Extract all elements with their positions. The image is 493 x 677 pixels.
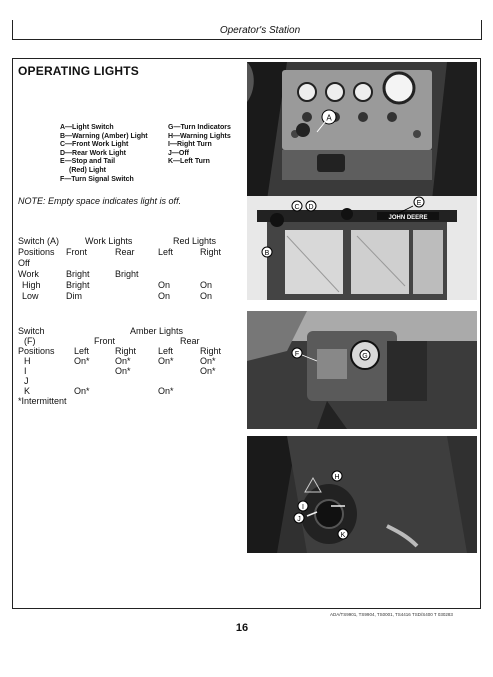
instrument-panel-illustration xyxy=(247,62,477,200)
callout-j: J xyxy=(297,516,301,523)
table-row-pos: H xyxy=(24,356,31,366)
callout-c: C xyxy=(294,204,300,211)
legend-item: B—Warning (Amber) Light xyxy=(60,132,148,140)
table-group-head: Front xyxy=(94,336,116,346)
table-cell: On xyxy=(158,280,171,290)
table-cell: On* xyxy=(115,356,131,366)
legend-item: K—Left Turn xyxy=(168,158,210,166)
legend-item: G—Turn Indicators xyxy=(168,124,231,131)
legend-left xyxy=(60,124,148,184)
table-cell: On* xyxy=(74,356,90,366)
table-cell: On* xyxy=(200,356,216,366)
header-left-rule xyxy=(12,20,13,40)
table-cell: On* xyxy=(115,366,131,376)
table-head: (F) xyxy=(24,336,36,346)
legend-item: F—Turn Signal Switch xyxy=(60,175,134,183)
legend-item: E—Stop and Tail xyxy=(60,158,116,166)
table-row-pos: J xyxy=(24,376,29,386)
table-subhead: Left xyxy=(74,346,90,356)
table-row-pos: Off xyxy=(18,258,30,268)
warning-switch-illustration xyxy=(247,436,477,553)
table-cell: On xyxy=(200,280,213,290)
turn-switch-illustration xyxy=(247,311,477,429)
table-row-pos: I xyxy=(24,366,27,376)
table-group-head: Red Lights xyxy=(173,236,217,246)
table-row-pos: K xyxy=(24,386,31,396)
document-code: ADA/TS9901, TS9904, TS0001, TS4416 TSD/S400 T 030283 xyxy=(330,612,453,617)
callout-h: H xyxy=(334,474,340,481)
legend-item: C—Front Work Light xyxy=(60,141,129,149)
legend-item: I—Right Turn xyxy=(168,141,212,149)
table-subhead: Right xyxy=(115,346,137,356)
table-cell: Bright xyxy=(66,280,90,290)
section-header: Operator's Station xyxy=(219,25,301,36)
legend-item: J—Off xyxy=(168,149,189,157)
callout-g: G xyxy=(362,353,368,360)
callout-b: B xyxy=(264,250,270,257)
table-cell: On* xyxy=(158,356,174,366)
legend-item: H—Warning Lights xyxy=(168,132,231,140)
table-cell: On* xyxy=(74,386,90,396)
callout-a: A xyxy=(326,113,332,123)
cab-lights-illustration xyxy=(247,196,477,300)
legend-item: A—Light Switch xyxy=(60,124,114,131)
callout-f: F xyxy=(294,351,300,358)
page-title: OPERATING LIGHTS xyxy=(18,64,139,78)
table-group-head: Work Lights xyxy=(85,236,133,246)
table-row-pos: Low xyxy=(22,291,39,301)
table-cell: On* xyxy=(200,366,216,376)
page-number: 16 xyxy=(235,622,249,634)
callout-d: D xyxy=(308,204,314,211)
photo-turn-signal-switch xyxy=(247,311,477,429)
legend-item: D—Rear Work Light xyxy=(60,149,126,157)
table-row-pos: Work xyxy=(18,269,39,279)
table-row-pos: High xyxy=(22,280,41,290)
table-group-head: Rear xyxy=(180,336,200,346)
table-head: Switch (A) xyxy=(18,236,60,246)
table-subhead: Right xyxy=(200,247,222,257)
header-right-rule xyxy=(481,20,482,40)
table-head: Switch xyxy=(18,326,45,336)
photo-warning-switch xyxy=(247,436,477,553)
table-head: Positions xyxy=(18,247,55,257)
brand-decal: JOHN DEERE xyxy=(388,215,428,221)
table-cell: On xyxy=(158,291,171,301)
callout-i: I xyxy=(302,504,304,511)
header-rule xyxy=(12,39,482,40)
note-text: NOTE: Empty space indicates light is off. xyxy=(18,196,182,206)
table-cell: On* xyxy=(158,386,174,396)
callout-k: K xyxy=(340,532,346,539)
photo-instrument-panel xyxy=(247,62,477,200)
table-subhead: Front xyxy=(66,247,88,257)
table-cell: On xyxy=(200,291,213,301)
legend-item: (Red) Light xyxy=(69,166,106,174)
table-subhead: Right xyxy=(200,346,222,356)
table-subhead: Left xyxy=(158,346,174,356)
table-subhead: Left xyxy=(158,247,174,257)
table-subhead: Rear xyxy=(115,247,135,257)
callout-e: E xyxy=(416,200,422,207)
table-cell: Bright xyxy=(66,269,90,279)
table-head: Positions xyxy=(18,346,55,356)
legend-right xyxy=(168,124,231,167)
table-cell: Dim xyxy=(66,291,82,301)
photo-cab-lights xyxy=(247,196,477,300)
table-footnote: *Intermittent xyxy=(18,396,67,406)
table-group-head: Amber Lights xyxy=(130,326,184,336)
table-cell: Bright xyxy=(115,269,139,279)
